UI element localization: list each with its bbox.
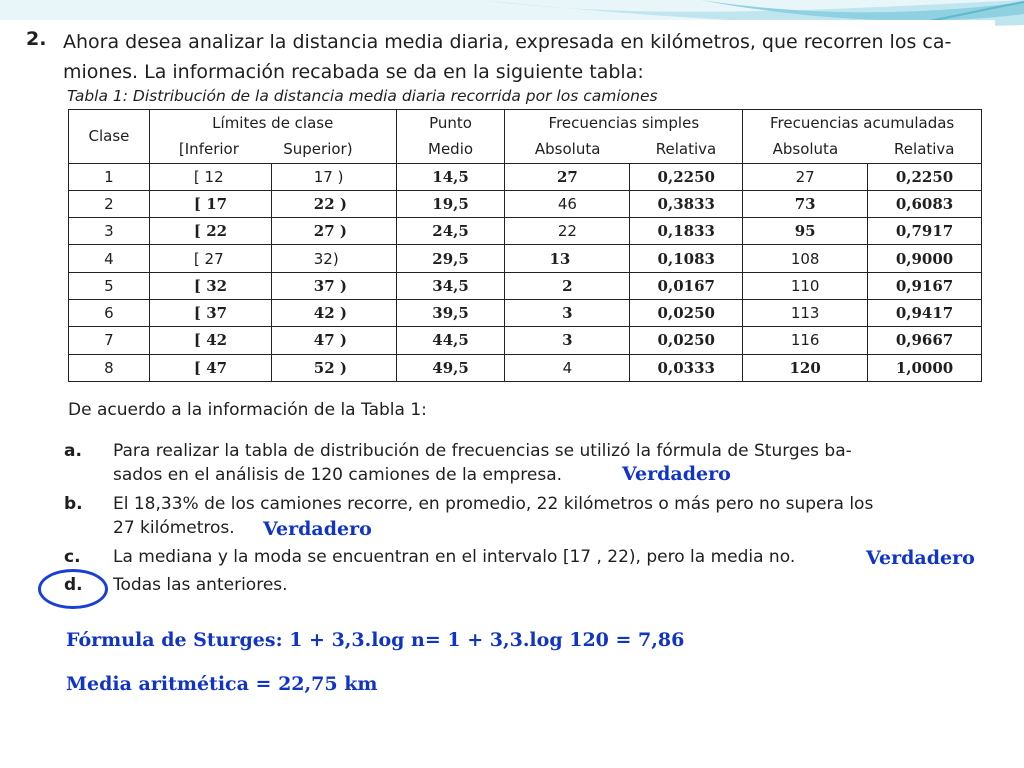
table-header-row-2: [69, 136, 982, 163]
cell-inferior: [ 22: [149, 218, 271, 245]
cell-rel: 0,0333: [630, 354, 743, 381]
option-a-line-2: sados en el análisis de 120 camiones de la empresa.: [113, 465, 563, 485]
cell-clase: 7: [69, 327, 150, 354]
header-limites: Límites de clase: [149, 110, 396, 137]
cell-rel: 0,2250: [630, 163, 743, 190]
cell-rel-acum: 1,0000: [868, 354, 982, 381]
sturges-formula: [66, 629, 684, 651]
cell-superior: 52 ): [271, 354, 396, 381]
intro-text: De acuerdo a la información de la Tabla 1:: [68, 400, 427, 420]
cell-rel-acum: 0,7917: [868, 218, 982, 245]
cell-abs: 3: [505, 327, 630, 354]
cell-clase: 2: [69, 190, 150, 217]
cell-punto-medio: 49,5: [396, 354, 505, 381]
header-frec-acumuladas: Frecuencias acumuladas: [743, 110, 982, 137]
cell-rel: 0,1083: [630, 245, 743, 272]
cell-superior: 42 ): [271, 300, 396, 327]
cell-punto-medio: 44,5: [396, 327, 505, 354]
option-b-answer: Verdadero: [263, 518, 372, 540]
cell-abs-acum: 120: [743, 354, 868, 381]
option-b-line-1: El 18,33% de los camiones recorre, en promedio, 22 kilómetros o más pero no supera los: [113, 494, 874, 514]
sturges-formula-part-2: = 1 + 3,3.log 120 = 7,86: [424, 629, 685, 651]
cell-rel-acum: 0,9417: [868, 300, 982, 327]
cell-abs-acum: 73: [743, 190, 868, 217]
header-punto: Punto: [396, 110, 505, 137]
cell-clase: 5: [69, 272, 150, 299]
header-relativa-acum: Relativa: [868, 136, 982, 163]
option-d-label: d.: [64, 575, 83, 595]
table-row: [69, 163, 982, 190]
option-c-line-1: La mediana y la moda se encuentran en el intervalo [17 , 22), pero la media no.: [113, 547, 796, 567]
cell-rel-acum: 0,2250: [868, 163, 982, 190]
cell-punto-medio: 14,5: [396, 163, 505, 190]
table-row: [69, 218, 982, 245]
table-caption: Tabla 1: Distribución de la distancia media diaria recorrida por los camiones: [67, 87, 658, 105]
cell-abs: 27: [505, 163, 630, 190]
cell-superior: 37 ): [271, 272, 396, 299]
cell-superior: 47 ): [271, 327, 396, 354]
cell-inferior: [ 27: [149, 245, 271, 272]
cell-rel-acum: 0,6083: [868, 190, 982, 217]
cell-rel: 0,3833: [630, 190, 743, 217]
option-b-line-2: 27 kilómetros.: [113, 518, 235, 538]
question-line-2: miones. La información recabada se da en la siguiente tabla:: [63, 61, 644, 83]
table-row: [69, 327, 982, 354]
cell-superior: 22 ): [271, 190, 396, 217]
cell-punto-medio: 39,5: [396, 300, 505, 327]
option-d-line-1: Todas las anteriores.: [113, 575, 288, 595]
option-a-label: a.: [64, 441, 82, 461]
cell-rel: 0,0250: [630, 327, 743, 354]
media-aritmetica: Media aritmética = 22,75 km: [66, 673, 378, 695]
cell-clase: 8: [69, 354, 150, 381]
cell-punto-medio: 29,5: [396, 245, 505, 272]
cell-rel: 0,0167: [630, 272, 743, 299]
question-number: 2.: [26, 28, 47, 50]
cell-clase: 1: [69, 163, 150, 190]
cell-inferior: [ 47: [149, 354, 271, 381]
cell-abs-acum: 27: [743, 163, 868, 190]
answer-circle-highlight: [38, 569, 108, 609]
cell-rel: 0,1833: [630, 218, 743, 245]
question-line-1: Ahora desea analizar la distancia media diaria, expresada en kilómetros, que recorren los ca-: [63, 31, 952, 53]
cell-superior: 27 ): [271, 218, 396, 245]
cell-abs: 2: [505, 272, 630, 299]
header-absoluta-acum: Absoluta: [743, 136, 868, 163]
cell-abs: 3: [505, 300, 630, 327]
cell-inferior: [ 17: [149, 190, 271, 217]
cell-rel-acum: 0,9167: [868, 272, 982, 299]
cell-clase: 3: [69, 218, 150, 245]
cell-rel: 0,0250: [630, 300, 743, 327]
option-a-line-1: Para realizar la tabla de distribución de frecuencias se utilizó la fórmula de Sturges ba-: [113, 441, 852, 461]
cell-rel-acum: 0,9667: [868, 327, 982, 354]
cell-abs: 46: [505, 190, 630, 217]
cell-punto-medio: 24,5: [396, 218, 505, 245]
cell-abs-acum: 95: [743, 218, 868, 245]
frequency-table: [68, 109, 982, 382]
header-inferior: [Inferior: [178, 140, 239, 159]
table-row: [69, 354, 982, 381]
option-a-answer: Verdadero: [622, 463, 731, 485]
cell-clase: 6: [69, 300, 150, 327]
cell-clase: 4: [69, 245, 150, 272]
table-row: [69, 245, 982, 272]
header-frec-simples: Frecuencias simples: [505, 110, 743, 137]
table-row: [69, 190, 982, 217]
header-clase: Clase: [69, 110, 150, 164]
sturges-formula-part-1: Fórmula de Sturges: 1 + 3,3.log n: [66, 629, 425, 651]
option-c-answer: Verdadero: [866, 547, 975, 569]
cell-punto-medio: 34,5: [396, 272, 505, 299]
cell-inferior: [ 37: [149, 300, 271, 327]
option-b-label: b.: [64, 494, 83, 514]
header-medio: Medio: [396, 136, 505, 163]
cell-inferior: [ 32: [149, 272, 271, 299]
cell-abs-acum: 110: [743, 272, 868, 299]
cell-abs: 13: [505, 245, 630, 272]
table-row: [69, 272, 982, 299]
header-absoluta: Absoluta: [505, 136, 630, 163]
table-header-row-1: [69, 110, 982, 137]
cell-inferior: [ 12: [149, 163, 271, 190]
cell-abs-acum: 108: [743, 245, 868, 272]
cell-abs-acum: 116: [743, 327, 868, 354]
cell-abs-acum: 113: [743, 300, 868, 327]
option-c-label: c.: [64, 547, 81, 567]
header-superior: Superior): [283, 140, 353, 159]
cell-superior: 17 ): [271, 163, 396, 190]
header-inf-sup: [149, 136, 396, 163]
cell-abs: 4: [505, 354, 630, 381]
cell-abs: 22: [505, 218, 630, 245]
header-relativa: Relativa: [630, 136, 743, 163]
cell-inferior: [ 42: [149, 327, 271, 354]
cell-superior: 32): [271, 245, 396, 272]
cell-punto-medio: 19,5: [396, 190, 505, 217]
cell-rel-acum: 0,9000: [868, 245, 982, 272]
table-row: [69, 300, 982, 327]
